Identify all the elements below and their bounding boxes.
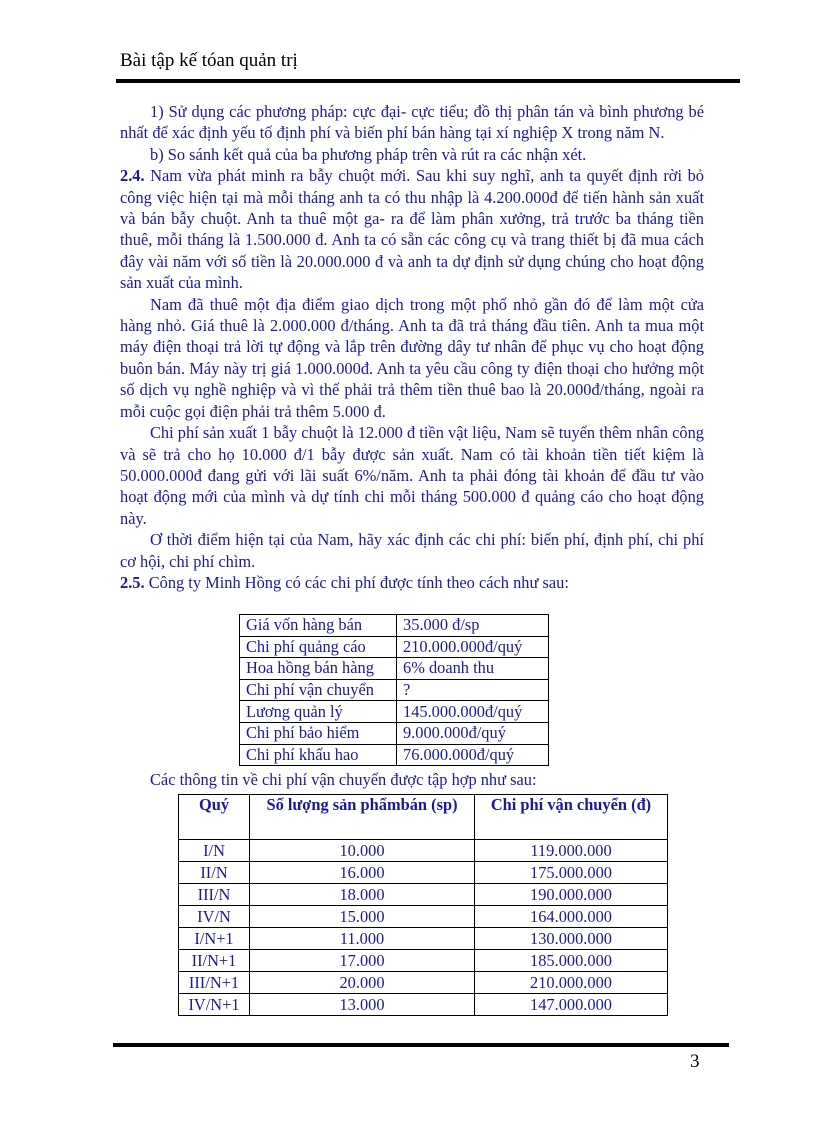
quarter-cell: IV/N+1 — [179, 994, 250, 1016]
shipping-table — [178, 794, 668, 1016]
shipping-cost-cell: 175.000.000 — [475, 862, 668, 884]
table-row — [240, 679, 549, 701]
quantity-cell: 15.000 — [250, 906, 475, 928]
exercise-number: 2.4. — [120, 166, 145, 186]
quantity-cell: 11.000 — [250, 928, 475, 950]
paragraph-method: 1) Sử dụng các phương pháp: cực đại- cực tiểu; đồ thị phân tán và bình phương bé nhất để xác định yếu tố định phí và biến phí bán hàng tại xí nghiệp X trong năm N. — [120, 102, 704, 143]
quarter-cell: III/N+1 — [179, 972, 250, 994]
table-row — [179, 906, 668, 928]
page-number: 3 — [690, 1051, 700, 1072]
shipping-cost-cell: 185.000.000 — [475, 950, 668, 972]
page-header-title: Bài tập kế tóan quản trị — [120, 50, 298, 71]
cost-value: 35.000 đ/sp — [397, 615, 549, 637]
quarter-cell: IV/N — [179, 906, 250, 928]
table-row — [179, 840, 668, 862]
cost-value: 6% doanh thu — [397, 658, 549, 680]
table-row — [240, 744, 549, 766]
table-row — [179, 928, 668, 950]
exercise-2-5 — [120, 572, 704, 593]
header-quantity: Số lượng sản phẩmbán (sp) — [250, 795, 475, 840]
exercise-text: Công ty Minh Hồng có các chi phí được tính theo cách như sau: — [144, 572, 569, 592]
quarter-cell: II/N — [179, 862, 250, 884]
shipping-cost-cell: 147.000.000 — [475, 994, 668, 1016]
cost-value: 9.000.000đ/quý — [397, 722, 549, 744]
cost-value: 210.000.000đ/quý — [397, 636, 549, 658]
paragraph-production-cost: Chi phí sản xuất 1 bẫy chuột là 12.000 đ tiền vật liệu, Nam sẽ tuyển thêm nhân công và sẽ trả cho họ 10.000 đ/1 bẫy được sản xuất. Nam có tài khoản tiền tiết kiệm là 50.000.000đ đang gửi với lãi suất 6%/năm. Anh ta phải đóng tài khoản để đầu tư vào hoạt động mới của mình và dự tính chi mỗi tháng 500.000 đ quảng cáo cho hoạt động này. — [120, 423, 704, 528]
shipping-cost-cell: 164.000.000 — [475, 906, 668, 928]
quarter-cell: III/N — [179, 884, 250, 906]
cost-table — [239, 614, 549, 766]
table-row — [240, 636, 549, 658]
table-row — [240, 701, 549, 723]
cost-value: 76.000.000đ/quý — [397, 744, 549, 766]
table-row — [179, 862, 668, 884]
paragraph-compare: b) So sánh kết quả của ba phương pháp trên và rút ra các nhận xét. — [150, 144, 587, 164]
cost-item: Chi phí khấu hao — [240, 744, 397, 766]
header-divider — [116, 79, 740, 83]
cost-item: Giá vốn hàng bán — [240, 615, 397, 637]
exercise-number: 2.5. — [120, 572, 145, 592]
table-row — [179, 884, 668, 906]
shipping-cost-cell: 210.000.000 — [475, 972, 668, 994]
quarter-cell: I/N — [179, 840, 250, 862]
cost-value: ? — [397, 679, 549, 701]
cost-item: Chi phí quảng cáo — [240, 636, 397, 658]
header-quarter: Quý — [179, 795, 250, 840]
cost-item: Lương quản lý — [240, 701, 397, 723]
shipping-intro: Các thông tin về chi phí vận chuyển được tập hợp như sau: — [150, 770, 537, 789]
quantity-cell: 13.000 — [250, 994, 475, 1016]
quantity-cell: 17.000 — [250, 950, 475, 972]
quarter-cell: II/N+1 — [179, 950, 250, 972]
shipping-cost-cell: 130.000.000 — [475, 928, 668, 950]
shipping-cost-cell: 119.000.000 — [475, 840, 668, 862]
table-row — [240, 658, 549, 680]
paragraph-shop: Nam đã thuê một địa điểm giao dịch trong một phố nhỏ gần đó để làm một cửa hàng nhỏ. Giá thuê là 2.000.000 đ/tháng. Anh ta đã trả tháng đầu tiên. Anh ta mua một máy điện thoại trả lời tự động và lắp trên đường dây tư nhân để phục vụ cho hoạt động buôn bán. Máy này trị giá 1.000.000đ. Anh ta yêu cầu công ty điện thoại cho hưởng một số dịch vụ nghề nghiệp và vì thế phải trả thêm tiền thuê bao là 20.000đ/tháng, ngoài ra mỗi cuộc gọi điện phải trả thêm 5.000 đ. — [120, 294, 704, 421]
quantity-cell: 18.000 — [250, 884, 475, 906]
header-shipping-cost: Chi phí vận chuyển (đ) — [475, 795, 668, 840]
quantity-cell: 16.000 — [250, 862, 475, 884]
table-row — [179, 994, 668, 1016]
cost-item: Chi phí vận chuyển — [240, 679, 397, 701]
body-text — [120, 101, 704, 593]
table-row — [240, 615, 549, 637]
footer-divider — [113, 1043, 729, 1047]
cost-value: 145.000.000đ/quý — [397, 701, 549, 723]
quantity-cell: 10.000 — [250, 840, 475, 862]
paragraph-question: Ơ thời điểm hiện tại của Nam, hãy xác định các chi phí: biến phí, định phí, chi phí cơ hội, chi phí chìm. — [120, 530, 704, 571]
cost-item: Hoa hồng bán hàng — [240, 658, 397, 680]
exercise-2-4 — [120, 165, 704, 293]
table-row — [240, 722, 549, 744]
quarter-cell: I/N+1 — [179, 928, 250, 950]
cost-item: Chi phí bảo hiểm — [240, 722, 397, 744]
exercise-text: Nam vừa phát minh ra bẫy chuột mới. Sau khi suy nghĩ, anh ta quyết định rời bỏ công việc hiện tại mà mỗi tháng anh ta có thu nhập là 4.200.000đ để tiến hành sản xuất và bán bẫy chuột. Anh ta thuê một ga- ra để làm phân xưởng, trả trước ba tháng tiền thuê, mỗi tháng là 1.500.000 đ. Anh ta có sẵn các công cụ và trang thiết bị đã mua cách đây vài năm với số tiền là 20.000.000 đ và anh ta dự định sử dụng chúng cho hoạt động sản xuất của mình. — [120, 166, 704, 293]
table-header-row — [179, 795, 668, 840]
shipping-cost-cell: 190.000.000 — [475, 884, 668, 906]
table-row — [179, 972, 668, 994]
quantity-cell: 20.000 — [250, 972, 475, 994]
table-row — [179, 950, 668, 972]
